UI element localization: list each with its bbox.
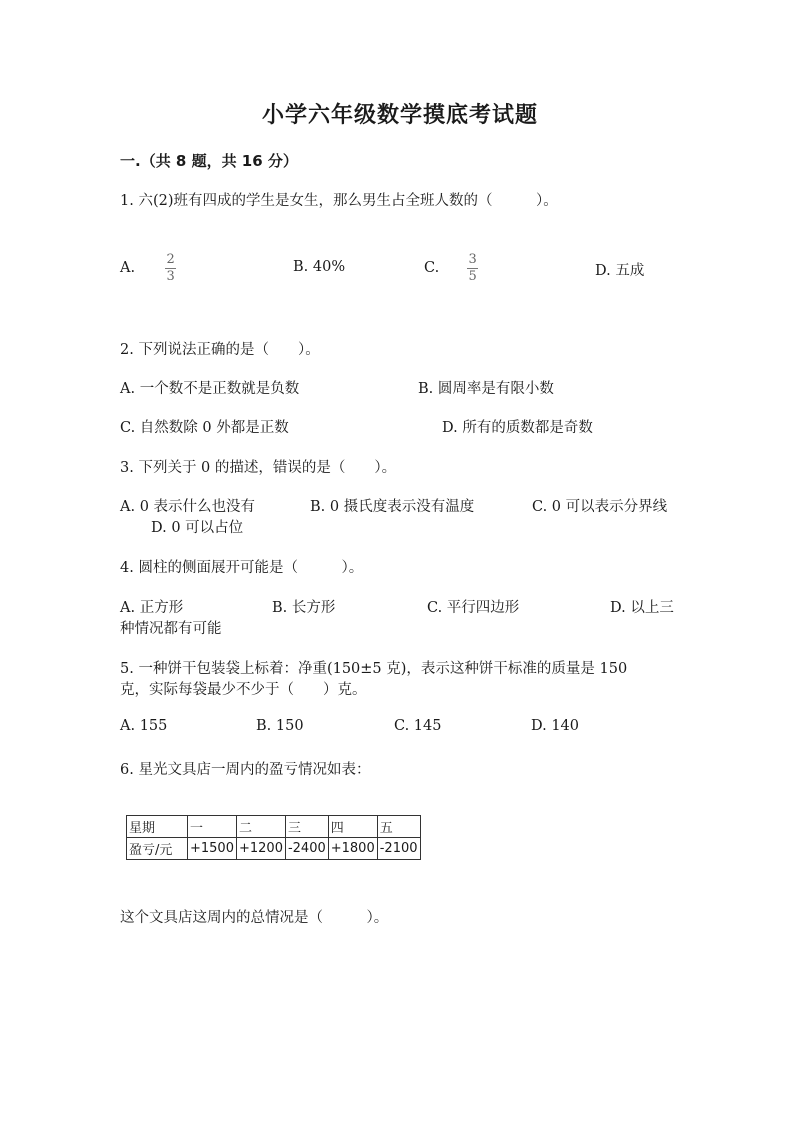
question-1-stem: 1. 六(2)班有四成的学生是女生，那么男生占全班人数的（ ）。 <box>120 193 558 209</box>
question-2-option-d: D. 所有的质数都是奇数 <box>442 420 593 436</box>
question-4-option-c: C. 平行四边形 <box>427 600 520 616</box>
table-cell: 五 <box>377 816 420 838</box>
question-4-option-d-continued: 种情况都有可能 <box>120 621 222 637</box>
table-cell: 二 <box>236 816 285 838</box>
question-3-option-a: A. 0 表示什么也没有 <box>120 499 256 515</box>
table-cell: 星期 <box>127 816 188 838</box>
fraction-denominator: 3 <box>166 268 175 284</box>
question-6-stem: 6. 星光文具店一周内的盈亏情况如表： <box>120 762 371 778</box>
question-2-option-b: B. 圆周率是有限小数 <box>418 381 554 397</box>
question-3-option-c: C. 0 可以表示分界线 <box>532 499 668 515</box>
question-5-option-d: D. 140 <box>531 718 580 734</box>
question-2-option-c: C. 自然数除 0 外都是正数 <box>120 420 289 436</box>
table-header-row <box>127 816 421 838</box>
question-5-stem-line-2: 克，实际每袋最少不少于（ ）克。 <box>120 682 367 698</box>
table-cell: +1200 <box>236 838 285 860</box>
table-cell: -2100 <box>377 838 420 860</box>
table-cell: -2400 <box>285 838 328 860</box>
question-5-stem-line-1: 5. 一种饼干包装袋上标着：净重(150±5 克)，表示这种饼干标准的质量是 150 <box>120 661 628 677</box>
question-1-option-a <box>120 250 176 286</box>
page-title: 小学六年级数学摸底考试题 <box>261 102 538 128</box>
profit-loss-table <box>126 815 421 860</box>
question-3-option-d: D. 0 可以占位 <box>151 520 244 536</box>
table-cell: 一 <box>188 816 237 838</box>
question-3-option-b: B. 0 摄氏度表示没有温度 <box>310 499 475 515</box>
question-1-option-d: D. 五成 <box>595 263 645 279</box>
fraction-denominator: 5 <box>468 268 477 284</box>
question-6-follow-up: 这个文具店这周内的总情况是（ ）。 <box>120 910 389 926</box>
question-4-option-d: D. 以上三 <box>610 600 674 616</box>
question-5-option-b: B. 150 <box>256 718 304 734</box>
fraction-numerator: 2 <box>166 251 175 267</box>
question-5-option-a: A. 155 <box>120 718 168 734</box>
option-a-label: A. <box>120 260 136 276</box>
table-row <box>127 838 421 860</box>
table-cell: 三 <box>285 816 328 838</box>
question-4-stem: 4. 圆柱的侧面展开可能是（ ）。 <box>120 560 364 576</box>
question-1-option-b: B. 40% <box>293 259 346 275</box>
question-3-stem: 3. 下列关于 0 的描述，错误的是（ ）。 <box>120 460 397 476</box>
question-4-option-a: A. 正方形 <box>120 600 184 616</box>
fraction-three-fifths <box>467 253 478 284</box>
question-4-option-b: B. 长方形 <box>272 600 336 616</box>
table-cell: 盈亏/元 <box>127 838 188 860</box>
fraction-numerator: 3 <box>468 251 477 267</box>
option-c-label: C. <box>424 260 440 276</box>
table-cell: +1500 <box>188 838 237 860</box>
fraction-two-thirds <box>165 253 176 284</box>
question-2-option-a: A. 一个数不是正数就是负数 <box>120 381 300 397</box>
question-2-stem: 2. 下列说法正确的是（ ）。 <box>120 342 320 358</box>
question-5-option-c: C. 145 <box>394 718 442 734</box>
section-heading: 一.（共 8 题，共 16 分） <box>120 152 298 170</box>
table-cell: +1800 <box>328 838 377 860</box>
question-1-option-c <box>424 250 478 286</box>
table-cell: 四 <box>328 816 377 838</box>
